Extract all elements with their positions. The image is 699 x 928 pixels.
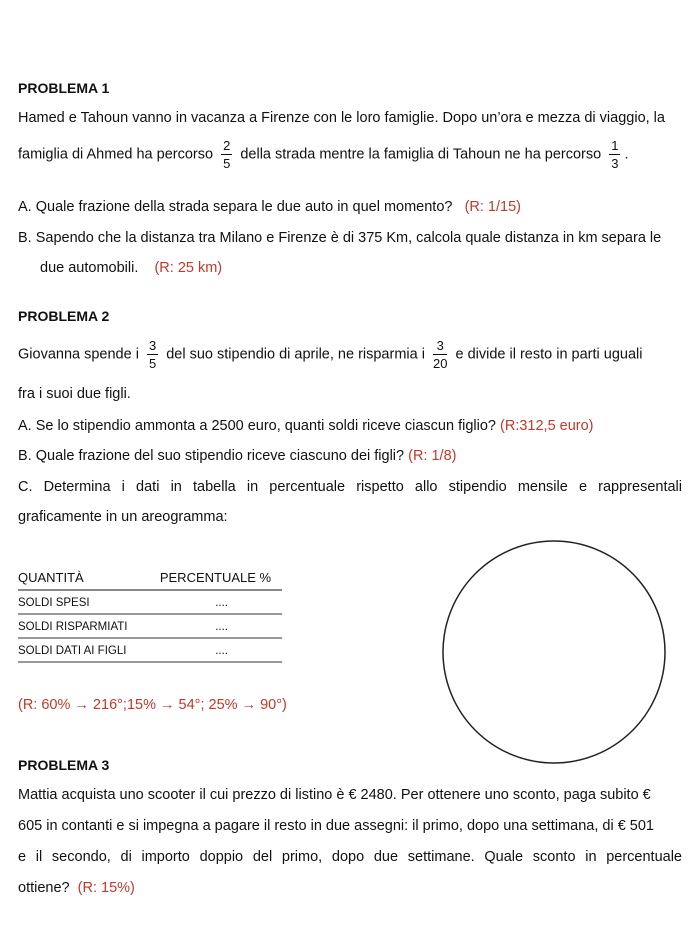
problem-2-question-a — [18, 418, 594, 434]
question-a-text: A. Quale frazione della strada separa le due auto in quel momento? — [18, 199, 453, 215]
table-cell-label: SOLDI DATI AI FIGLI — [18, 638, 149, 662]
table-header-quantity: QUANTITÀ — [18, 568, 149, 590]
problem-1-question-b: B. Sapendo che la distanza tra Milano e Firenze è di 375 Km, calcola quale distanza in km separa le — [18, 230, 662, 246]
table-row — [18, 614, 282, 638]
fraction-2-5 — [221, 139, 232, 170]
fraction-den: 3 — [611, 156, 619, 171]
fraction-num: 3 — [148, 338, 157, 353]
problem-1-line-1: Hamed e Tahoun vanno in vacanza a Firenze con le loro famiglie. Dopo un’ora e mezza di viaggio, la — [18, 110, 665, 126]
fraction-num: 3 — [433, 339, 447, 355]
question-b-text: due automobili. — [40, 260, 139, 276]
table-cell-value: .... — [149, 638, 282, 662]
fraction-3-5 — [147, 339, 158, 370]
fraction-1-3 — [609, 139, 620, 170]
problem-3-line-1: Mattia acquista uno scooter il cui prezzo di listino è € 2480. Per ottenere uno sconto, paga subito € — [18, 787, 651, 803]
fraction-den: 5 — [223, 156, 231, 171]
table-header-percent: PERCENTUALE % — [149, 568, 282, 590]
problem-3-line-4 — [18, 880, 135, 896]
problem-3-line-3: e il secondo, di importo doppio del primo, dopo due settimane. Quale sconto in percentuale — [18, 849, 682, 865]
problem-2-answer: (R: 60% → 216°;15% → 54°; 25% → 90°) — [18, 697, 287, 713]
table-cell-label: SOLDI SPESI — [18, 590, 149, 614]
fraction-num: 2 — [223, 138, 231, 153]
problem-2-question-b — [18, 448, 456, 464]
fraction-num: 1 — [611, 138, 619, 153]
problem-2-line-1 — [18, 339, 642, 370]
problem-2-title: PROBLEMA 2 — [18, 308, 110, 324]
period: . — [624, 146, 629, 163]
answer-a: (R:312,5 euro) — [500, 418, 594, 434]
table-cell-value: .... — [149, 590, 282, 614]
table-header-row — [18, 568, 282, 590]
fraction-3-20 — [433, 339, 447, 370]
pie-chart-circle — [441, 539, 667, 765]
problem-2-line-1a: Giovanna spende i — [18, 346, 139, 363]
answer-b: (R: 1/8) — [408, 448, 457, 464]
answer-b: (R: 25 km) — [154, 260, 223, 276]
problem-3-title: PROBLEMA 3 — [18, 757, 110, 773]
question-a-text: A. Se lo stipendio ammonta a 2500 euro, quanti soldi riceve ciascun figlio? — [18, 418, 496, 434]
fraction-den: 5 — [148, 356, 157, 371]
answer-a: (R: 1/15) — [464, 199, 521, 215]
problem-2-line-1b: del suo stipendio di aprile, ne risparmia i — [166, 346, 425, 363]
problem-2-line-2: fra i suoi due figli. — [18, 386, 131, 402]
problem-2-question-c-line-2: graficamente in un areogramma: — [18, 509, 228, 525]
problem-1-line-2b: della strada mentre la famiglia di Tahoun ne ha percorso — [240, 146, 602, 163]
table-row — [18, 590, 282, 614]
problem-1-question-a — [18, 199, 521, 215]
empty-areogram-circle — [443, 541, 665, 763]
problem-2-question-c: C. Determina i dati in tabella in percentuale rispetto allo stipendio mensile e rappresentali — [18, 479, 682, 495]
table-cell-label: SOLDI RISPARMIATI — [18, 614, 149, 638]
answer: (R: 15%) — [77, 880, 135, 896]
table-row — [18, 638, 282, 662]
problem-2-line-1c: e divide il resto in parti uguali — [455, 346, 643, 363]
table-cell-value: .... — [149, 614, 282, 638]
problem-1-line-2a: famiglia di Ahmed ha percorso — [18, 146, 214, 163]
percentage-table — [18, 568, 282, 663]
question-text: ottiene? — [18, 880, 70, 896]
problem-1-line-2 — [18, 139, 629, 170]
problem-1-title: PROBLEMA 1 — [18, 80, 110, 96]
fraction-den: 20 — [432, 356, 448, 371]
question-b-text: B. Quale frazione del suo stipendio riceve ciascuno dei figli? — [18, 448, 405, 464]
problem-1-question-b-line-2 — [40, 260, 222, 276]
problem-3-line-2: 605 in contanti e si impegna a pagare il resto in due assegni: il primo, dopo una settimana, di € 501 — [18, 818, 654, 834]
